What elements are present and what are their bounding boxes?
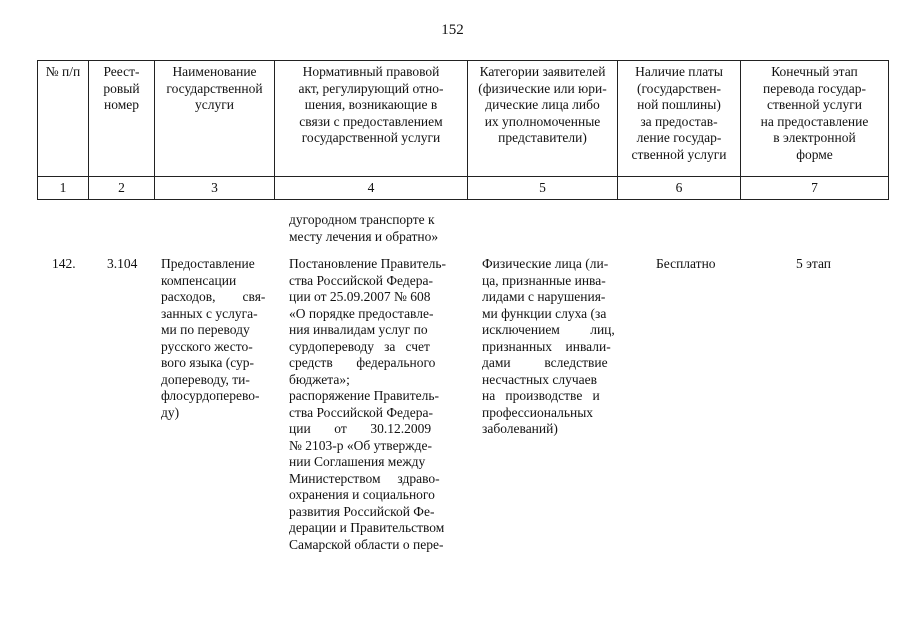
service-name: Предоставление компенсации расходов, свя- занных с услуга- ми по переводу русского жесто- вого языка (сур- допереводу, ти- флосурдоперево- ду) bbox=[161, 256, 266, 420]
column-number: 3 bbox=[155, 177, 275, 200]
column-number: 5 bbox=[468, 177, 618, 200]
column-number: 4 bbox=[275, 177, 468, 200]
final-stage: 5 этап bbox=[796, 256, 832, 271]
column-number: 2 bbox=[89, 177, 155, 200]
row-number: 142. bbox=[52, 256, 76, 271]
page-number: 152 bbox=[441, 22, 464, 38]
header-fee: Наличие платы (государствен- ной пошлины) за предостав- ление государ- ственной услуги bbox=[618, 61, 741, 177]
column-number: 7 bbox=[741, 177, 889, 200]
continuation-text: дугородном транспорте к месту лечения и обратно» bbox=[289, 212, 439, 244]
header-row-number: № п/п bbox=[38, 61, 89, 177]
column-number-row bbox=[38, 177, 889, 200]
column-number: 1 bbox=[38, 177, 89, 200]
header-registry-number: Реест- ровый номер bbox=[89, 61, 155, 177]
header-applicant-category: Категории заявителей (физические или юри- дические лица либо их уполномоченные представители) bbox=[468, 61, 618, 177]
legal-act: Постановление Правитель- ства Российской Федера- ции от 25.09.2007 № 608 «О порядке предоставле- ния инвалидам услуг по сурдопереводу за счет средств федерального бюджета»; распоряжение Правитель- ства Российской Федера- ции от 30.12.2009 № 2103-р «Об утвержде- нии Соглашения между Министерством здраво- охранения и социального развития Российской Фе- дерации и Правительством Самарской области о пере- bbox=[289, 256, 446, 552]
registry-number: 3.104 bbox=[107, 256, 138, 271]
header-service-name: Наименование государственной услуги bbox=[155, 61, 275, 177]
fee: Бесплатно bbox=[656, 256, 716, 271]
header-final-stage: Конечный этап перевода государ- ственной услуги на предоставление в электронной форме bbox=[741, 61, 889, 177]
column-number: 6 bbox=[618, 177, 741, 200]
services-registry-table bbox=[37, 60, 889, 200]
applicant-category: Физические лица (ли- ца, признанные инва- лидами с нарушения- ми функции слуха (за исключением лиц, признанных инвали- дами вследствие несчастных случаев на производстве и профессиональных заболеваний) bbox=[482, 256, 615, 436]
header-legal-act: Нормативный правовой акт, регулирующий отно- шения, возникающие в связи с предоставлением государственной услуги bbox=[275, 61, 468, 177]
table-header-row bbox=[38, 61, 889, 177]
